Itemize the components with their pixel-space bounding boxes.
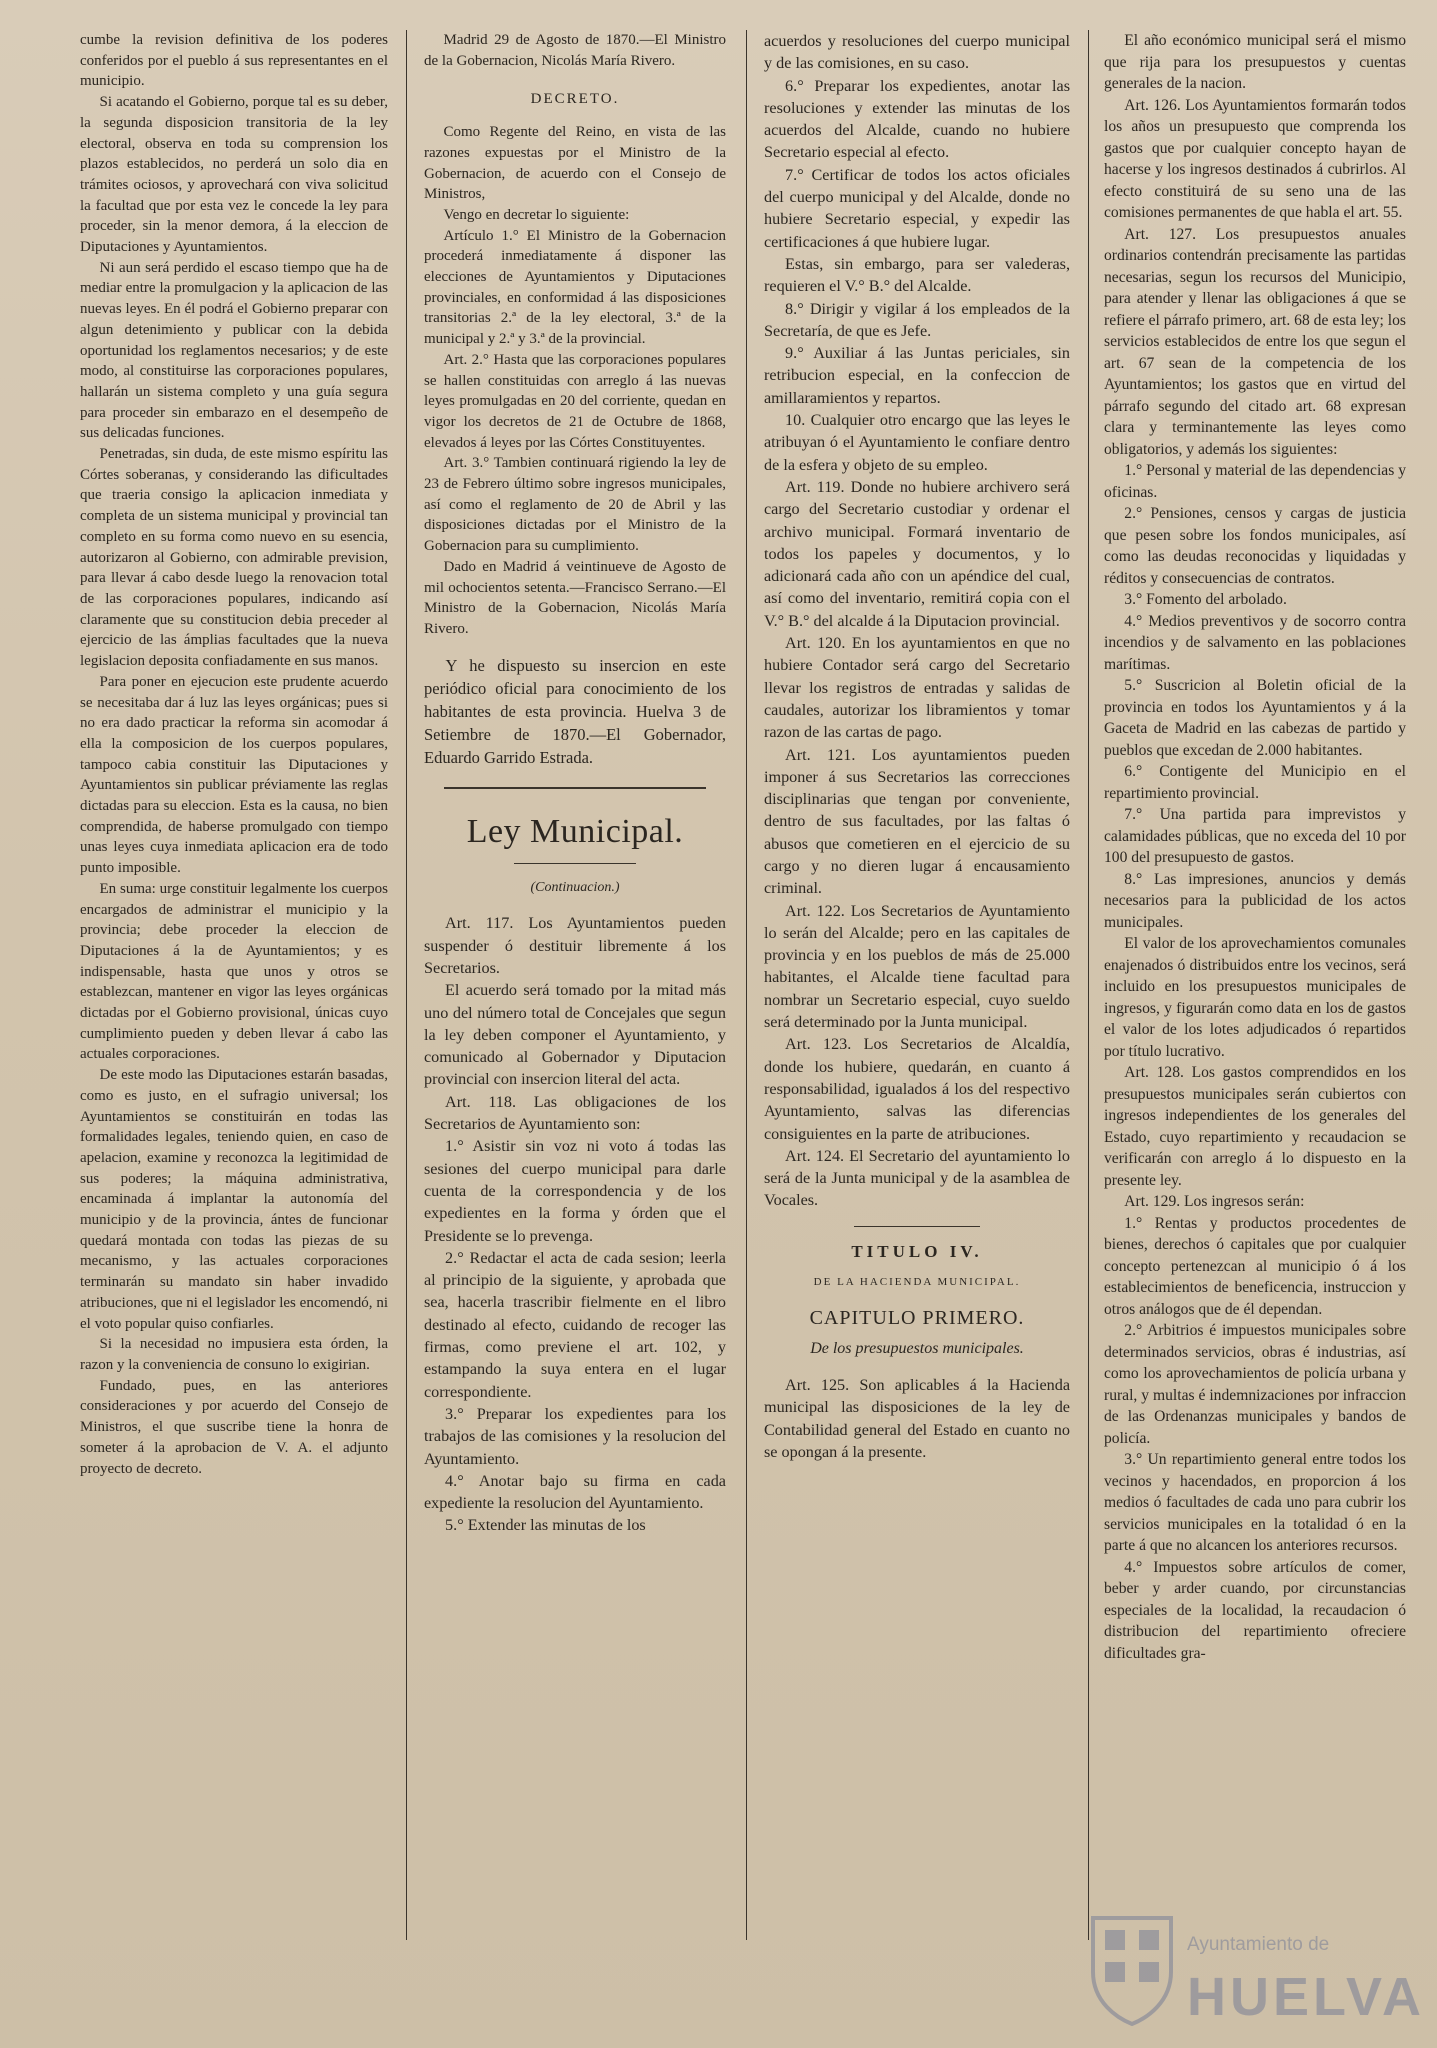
article-paragraph: 4.° Anotar bajo su firma en cada expediente la resolucion del Ayuntamiento. [424, 1471, 726, 1513]
column-2 [424, 30, 726, 1930]
law-title: Ley Municipal. [466, 812, 684, 850]
paragraph: 4.° Impuestos sobre artículos de comer, beber y arder cuando, por circunstancias especiales de la localidad, la recaudacion ó distribucion del repartimiento ofreciere dificultades gra- [1104, 1558, 1406, 1662]
article-paragraph: Art. 117. Los Ayuntamientos pueden suspender ó destituir libremente á los Secretarios. [424, 914, 726, 977]
paragraph: Artículo 1.° El Ministro de la Gobernacion procederá inmediatamente á disponer las elecciones de Ayuntamientos y Diputaciones provinciales, en conformidad á las disposiciones transitorias 2.ª de la ley electoral, 3.ª de la municipal y 2.ª y 3.ª de la provincial. [424, 227, 726, 348]
paragraph: Art. 127. Los presupuestos anuales ordinarios contendrán precisamente las partidas necesarias, segun los recursos del Municipio, para atender y llenar las obligaciones á que se refiere el párrafo primero, art. 68 de esta ley; los servicios establecidos de entre los que segun el art. 67 sean de la competencia de los Ayuntamientos; los gastos que en virtud del párrafo segundo del citado art. 68 expresan clara y terminantemente las leyes como obligatorios, y además los siguientes: [1104, 225, 1406, 458]
paragraph: El año económico municipal será el mismo que rija para los presupuestos y cuentas generales de la nacion. [1104, 32, 1406, 92]
decreto-heading: DECRETO. [530, 91, 620, 108]
paragraph: El valor de los aprovechamientos comunales enajenados ó distribuidos entre los vecinos, será incluido en los presupuestos municipales de ingresos, y figurarán como data en los de gastos el valor de los lotes adjudicados ó repartidos por título lucrativo. [1104, 935, 1406, 1060]
paragraph: Dado en Madrid á veintinueve de Agosto de mil ochocientos setenta.—Francisco Serrano.—El Ministro de la Gobernacion, Nicolás María Rivero. [424, 558, 726, 637]
insercion-notice: Y he dispuesto su insercion en este periódico oficial para conocimiento de los habitantes de esta provincia. Huelva 3 de Setiembre de 1870.—El Gobernador, Eduardo Garrido Estrada. [424, 655, 726, 767]
paragraph: Si acatando el Gobierno, porque tal es su deber, la segunda disposicion transitoria de la ley electoral, observa en toda su comprension los plazos establecidos, no perderá un solo dia en trámites ociosos, y aprovechará con viva solicitud la facultad que por esta vez le concede la ley para proceder, sin la menor demora, á la eleccion de Diputaciones y Ayuntamientos. [80, 94, 388, 256]
title-underline [514, 863, 636, 864]
article-paragraph: El acuerdo será tomado por la mitad más uno del número total de Concejales que segun la ley deben componer el Ayuntamiento, y comunicado al Gobernador y Diputacion provincial con insercion literal del acta. [424, 981, 726, 1089]
paragraph: 4.° Medios preventivos y de socorro contra incendios y de salvamento en las poblaciones marítimas. [1104, 612, 1406, 673]
dateline: Madrid 29 de Agosto de 1870.—El Ministro de la Gobernacion, Nicolás María Rivero. [424, 32, 726, 69]
article-paragraph: Art. 118. Las obligaciones de los Secretarios de Ayuntamiento son: [424, 1092, 726, 1134]
paragraph: Art. 122. Los Secretarios de Ayuntamiento lo serán del Alcalde; pero en las capitales de provincia y en los pueblos de más de 25.000 habitantes, el Alcalde tiene facultad para nombrar un Secretario especial, cuyo sueldo será determinado por la Junta municipal. [764, 901, 1070, 1032]
paragraph: 3.° Un repartimiento general entre todos los vecinos y hacendados, en proporcion á los medios ó facultades de cada uno para cubrir los servicios municipales en la totalidad ó en la parte á que no alcancen los anteriores recursos. [1104, 1451, 1406, 1554]
article-paragraph: 3.° Preparar los expedientes para los trabajos de las comisiones y la resolucion del Ayuntamiento. [424, 1404, 726, 1468]
column-rule [746, 30, 747, 1940]
paragraph: Art. 2.° Hasta que las corporaciones populares se hallen constituidas con arreglo á las nuevas leyes promulgadas en 20 del corriente, quedan en vigor los decretos de 21 de Octubre de 1868, elevados á leyes por las Córtes Constituyentes. [424, 351, 726, 451]
paragraph: 2.° Arbitrios é impuestos municipales sobre determinados servicios, obras é industrias, así como los aprovechamientos de policía urbana y rural, y multas é indemnizaciones por infraccion de las Ordenanzas municipales y bandos de policía. [1104, 1322, 1406, 1447]
paragraph: Art. 121. Los ayuntamientos pueden imponer á sus Secretarios las correcciones disciplinarias que tengan por conveniente, dentro de sus facultades, por las faltas ó abusos que cometieren en el ejercicio de su cargo y no dieren lugar á encausamiento criminal. [764, 745, 1070, 898]
titulo-heading: TITULO IV. [851, 1241, 983, 1261]
paragraph: De este modo las Diputaciones estarán basadas, como es justo, en el sufragio universal; los Ayuntamientos se constituirán en todas las formalidades legales, teniendo quien, en caso de apelacion, examine y reconozca la legitimidad de sus poderes; la máquina administrativa, encaminada á implantar la autonomía del municipio y de la provincia, ántes de funcionar quedará montada con todas las piezas de su mecanismo, y las actuales corporaciones terminarán su mandato sin haber invadido atribuciones, que ni el legislador les encomendó, ni el voto popular quiso confiarles. [80, 1067, 388, 1332]
paragraph: cumbe la revision definitiva de los poderes conferidos por el pueblo á sus representantes en el municipio. [80, 32, 388, 90]
paragraph: 8.° Dirigir y vigilar á los empleados de la Secretaría, de que es Jefe. [764, 299, 1070, 340]
paragraph: 8.° Las impresiones, anuncios y demás necesarios para la publicidad de los actos municipales. [1104, 870, 1406, 931]
paragraph: Art. 3.° Tambien continuará rigiendo la ley de 23 de Febrero último sobre ingresos municipales, así como el reglamento de 20 de Abril y las disposiciones dictadas por el Ministro de la Gobernacion para su cumplimiento. [424, 455, 726, 555]
column-4 [1104, 30, 1406, 1930]
paragraph: Vengo en decretar lo siguiente: [443, 206, 630, 223]
paragraph: 2.° Pensiones, censos y cargas de justicia que pesen sobre los fondos municipales, así como las deudas reconocidas y liquidadas y réditos y consecuencias de contratos. [1104, 505, 1406, 587]
paragraph: 7.° Una partida para imprevistos y calamidades públicas, que no exceda del 10 por 100 del presupuesto de gastos. [1104, 806, 1406, 866]
paragraph: acuerdos y resoluciones del cuerpo municipal y de las comisiones, en su caso. [764, 32, 1070, 73]
section-divider [854, 1226, 980, 1227]
paragraph: Art. 119. Donde no hubiere archivero será cargo del Secretario custodiar y ordenar el archivo municipal. Formará inventario de todos los papeles y documentos, y lo adicionará cada año con un apéndice del cual, así como del inventario, remitirá copia con el V.° B.° del alcalde á la Diputacion provincial. [764, 477, 1070, 630]
column-1 [80, 30, 388, 1930]
paragraph: En suma: urge constituir legalmente los cuerpos encargados de administrar el municipio y la provincia; debe proceder la eleccion de Diputaciones á la de Ayuntamientos; y es indispensable, hasta que unos y otros se establezcan, mantener en vigor las leyes orgánicas dictadas por el Gobierno provisional, únicas cuyo cumplimiento pueden y deben llevar á cabo las actuales corporaciones. [80, 880, 388, 1063]
paragraph: 3.° Fomento del arbolado. [1124, 591, 1287, 608]
paragraph: Art. 126. Los Ayuntamientos formarán todos los años un presupuesto que comprenda los gastos que por cualquier concepto hayan de hacerse y los ingresos destinados á cubrirlos. Al efecto constituirá de su seno una de las comisiones permanentes de que habla el art. 55. [1104, 96, 1406, 221]
paragraph: Fundado, pues, en las anteriores consideraciones y por acuerdo del Consejo de Ministros, el que suscribe tiene la honra de someter á la aprobacion de V. A. el adjunto proyecto de decreto. [80, 1377, 388, 1477]
paragraph: 5.° Suscricion al Boletin oficial de la provincia en todos los Ayuntamientos y á la Gaceta de Madrid en las cabezas de partido y pueblos que excedan de 2.000 habitantes. [1104, 677, 1406, 759]
paragraph: Art. 125. Son aplicables á la Hacienda municipal las disposiciones de la ley de Contabilidad general del Estado en cuanto no se opongan á la presente. [764, 1375, 1070, 1461]
paragraph: 1.° Personal y material de las dependencias y oficinas. [1104, 462, 1406, 501]
article-paragraph: 2.° Redactar el acta de cada sesion; leerla al principio de la siguiente, y aprobada que sea, hacerla trascribir fielmente en el libro destinado al efecto, cuidando de recoger las firmas, como previene el art. 102, y estampando la suya entera en el lugar correspondiente. [424, 1248, 726, 1401]
article-paragraph: 1.° Asistir sin voz ni voto á todas las sesiones del cuerpo municipal para darle cuenta de la correspondencia y de los expedientes en la forma y órden que el Presidente se lo prevenga. [424, 1137, 726, 1245]
capitulo-subheading: De los presupuestos municipales. [810, 1339, 1024, 1357]
paragraph: Art. 120. En los ayuntamientos en que no hubiere Contador será cargo del Secretario llevar los registros de entradas y salidas de caudales, autorizar los libramientos y tomar razon de las cartas de pago. [764, 634, 1070, 742]
paragraph: Penetradas, sin duda, de este mismo espíritu las Córtes soberanas, y considerando las dificultades que traeria consigo la aplicacion inmediata y completa de un sistema municipal y provincial tan completo en su forma como nuevo en su esencia, autorizaron al Gobierno, con admirable prevision, para llevar á cabo desde luego la renovacion total de las corporaciones populares, indicando así claramente que su constitucion debia preceder al ejercicio de las ámplias facultades que la nueva legislacion deposita confiadamente en sus manos. [80, 446, 388, 670]
column-3 [764, 30, 1070, 1930]
section-divider [444, 787, 706, 789]
paragraph: 1.° Rentas y productos procedentes de bienes, derechos ó capitales que por cualquier concepto pertenezcan al municipio ó á los establecimientos de beneficencia, instruccion y otros análogos que de él dependan. [1104, 1214, 1406, 1318]
paragraph: Art. 129. Los ingresos serán: [1124, 1193, 1305, 1210]
paragraph: Ni aun será perdido el escaso tiempo que ha de mediar entre la promulgacion y la aplicacion de las nuevas leyes. En él podrá el Gobierno preparar con algun detenimiento y publicar con la debida oportunidad los reglamentos necesarios; y de este modo, al constituirse las corporaciones populares, hallarán un sistema completo y una guía segura para proceder sin embarazo en el desempeño de sus delicadas funciones. [80, 259, 388, 442]
paragraph: Para poner en ejecucion este prudente acuerdo se necesitaba dar á luz las leyes orgánicas; pues si no era dado practicar la reforma sin acomodar á ella la composicion de los cuerpos populares, tampoco cabia constituir las Diputaciones y Ayuntamientos sin publicar préviamente las reglas dictadas para su eleccion. Esta es la causa, no bien comprendida, de haberse promulgado con tiempo unas leyes cuya inmediata aplicacion era de todo punto imposible. [80, 673, 388, 877]
titulo-subheading: DE LA HACIENDA MUNICIPAL. [813, 1276, 1021, 1289]
watermark-label-small: Ayuntamiento de [1187, 1934, 1330, 1955]
paragraph: Art. 124. El Secretario del ayuntamiento lo será de la Junta municipal y de la asamblea de Vocales. [764, 1146, 1070, 1210]
paragraph: 6.° Contigente del Municipio en el repartimiento provincial. [1104, 763, 1406, 802]
paragraph: Art. 128. Los gastos comprendidos en los presupuestos municipales serán cubiertos con ingresos independientes de los generales del Estado, cuyo repartimiento y recaudacion se verificarán con arreglo á lo dispuesto en la presente ley. [1104, 1064, 1406, 1189]
watermark-label-big: HUELVA [1187, 1967, 1425, 2027]
paragraph: Art. 123. Los Secretarios de Alcaldía, donde los hubiere, quedarán, en cuanto á responsabilidad, igualados á los del respectivo Ayuntamiento, salvas las diferencias consiguientes en la parte de atribuciones. [764, 1035, 1070, 1143]
paragraph: 10. Cualquier otro encargo que las leyes le atribuyan ó el Ayuntamiento le confiare dentro de la esfera y objeto de su empleo. [764, 411, 1070, 474]
column-rule [1088, 30, 1089, 1940]
article-paragraph: 5.° Extender las minutas de los [445, 1516, 646, 1535]
paragraph: Si la necesidad no impusiera esta órden, la razon y la conveniencia de consuno lo exigirian. [80, 1336, 388, 1373]
archive-watermark [1087, 1910, 1425, 2030]
column-rule [406, 30, 407, 1940]
capitulo-heading: CAPITULO PRIMERO. [809, 1307, 1025, 1330]
paragraph: 7.° Certificar de todos los actos oficiales del cuerpo municipal y del Alcalde, donde no hubiere Secretario especial, y expedir las certificaciones á que hubiere lugar. [764, 165, 1070, 251]
paragraph: 9.° Auxiliar á las Juntas periciales, sin retribucion especial, en la confeccion de amillaramientos y repartos. [764, 344, 1070, 407]
shield-icon [1087, 1910, 1177, 2028]
paragraph: 6.° Preparar los expedientes, anotar las resoluciones y extender las minutas de los acuerdos del Alcalde, cuando no hubiere Secretario especial al efecto. [764, 76, 1070, 162]
continuation-label: (Continuacion.) [530, 879, 620, 895]
paragraph: Estas, sin embargo, para ser valederas, requieren el V.° B.° del Alcalde. [764, 254, 1070, 296]
paragraph: Como Regente del Reino, en vista de las razones expuestas por el Ministro de la Gobernacion, de acuerdo con el Consejo de Ministros, [424, 124, 726, 203]
